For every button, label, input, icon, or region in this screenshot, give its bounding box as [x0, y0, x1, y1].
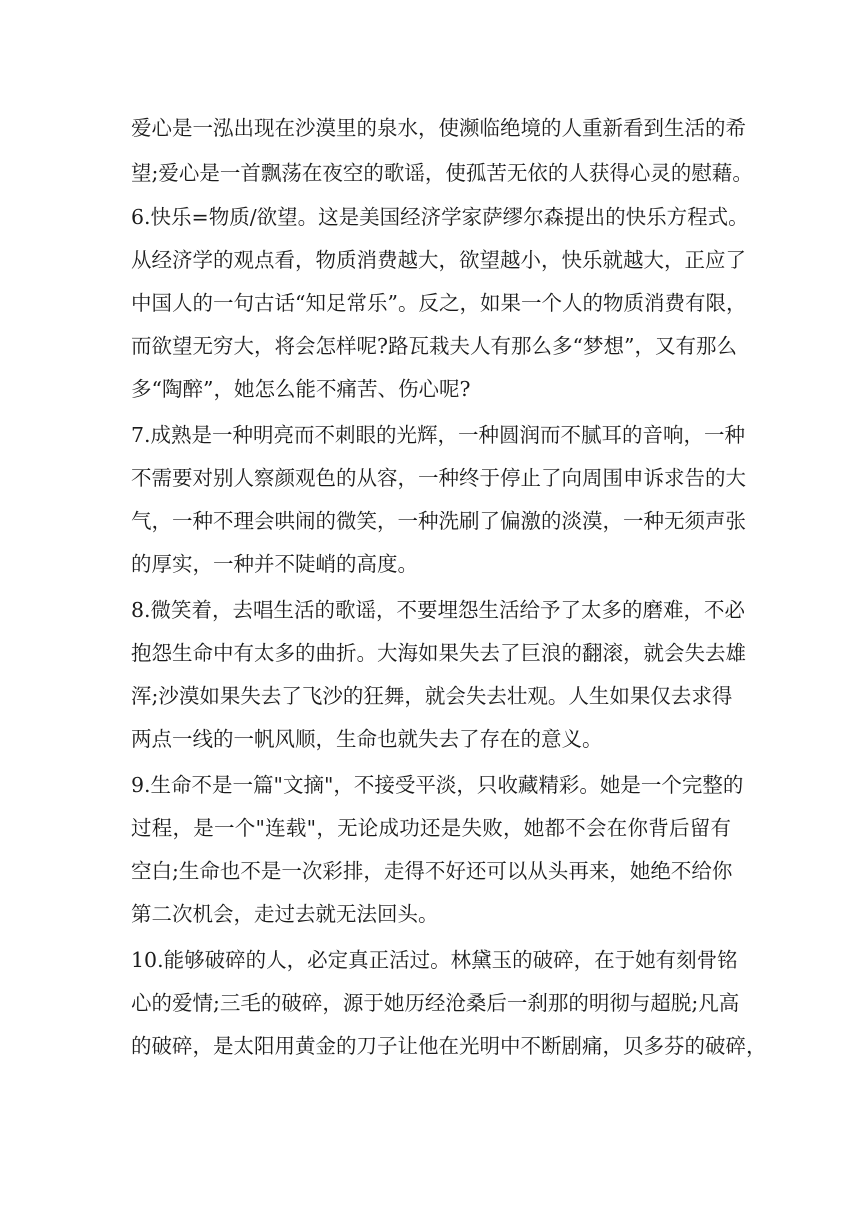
- text-line: 浑;沙漠如果失去了飞沙的狂舞，就会失去壮观。人生如果仅去求得: [131, 684, 733, 708]
- text-line: 过程，是一个"连载"，无论成功还是失败，她都不会在你背后留有: [131, 816, 731, 840]
- text-line: 两点一线的一帆风顺，生命也就失去了存在的意义。: [131, 727, 603, 751]
- text-line: 的厚实，一种并不陡峭的高度。: [131, 552, 418, 576]
- text-line: 的破碎，是太阳用黄金的刀子让他在光明中不断剧痛，贝多芬的破碎，: [131, 1034, 767, 1058]
- text-line: 9.生命不是一篇"文摘"，不接受平淡，只收藏精彩。她是一个完整的: [131, 773, 744, 797]
- text-line: 从经济学的观点看，物质消费越大，欲望越小，快乐就越大，正应了: [131, 248, 746, 272]
- text-line: 而欲望无穷大，将会怎样呢?路瓦栽夫人有那么多“梦想”，又有那么: [131, 334, 737, 358]
- text-line: 中国人的一句古话“知足常乐”。反之，如果一个人的物质消费有限，: [131, 291, 747, 315]
- text-line: 心的爱情;三毛的破碎，源于她历经沧桑后一刹那的明彻与超脱;凡高: [131, 991, 740, 1015]
- text-line: 望;爱心是一首飘荡在夜空的歌谣，使孤苦无依的人获得心灵的慰藉。: [131, 161, 753, 185]
- text-line: 多“陶醉”，她怎么能不痛苦、伤心呢?: [131, 377, 471, 401]
- text-line: 不需要对别人察颜观色的从容，一种终于停止了向周围申诉求告的大: [131, 466, 746, 490]
- text-line: 抱怨生命中有太多的曲折。大海如果失去了巨浪的翻滚，就会失去雄: [131, 641, 746, 665]
- text-line: 空白;生命也不是一次彩排，走得不好还可以从头再来，她绝不给你: [131, 859, 733, 883]
- text-line: 7.成熟是一种明亮而不刺眼的光辉，一种圆润而不腻耳的音响，一种: [131, 423, 746, 447]
- text-line: 气，一种不理会哄闹的微笑，一种洗刷了偏激的淡漠，一种无须声张: [131, 509, 746, 533]
- text-line: 第二次机会，走过去就无法回头。: [131, 902, 439, 926]
- text-line: 8.微笑着，去唱生活的歌谣，不要埋怨生活给予了太多的磨难，不必: [131, 598, 746, 622]
- text-line: 爱心是一泓出现在沙漠里的泉水，使濒临绝境的人重新看到生活的希: [131, 116, 746, 140]
- text-line: 6.快乐=物质/欲望。这是美国经济学家萨缪尔森提出的快乐方程式。: [131, 205, 749, 229]
- text-line: 10.能够破碎的人，必定真正活过。林黛玉的破碎，在于她有刻骨铭: [131, 948, 738, 972]
